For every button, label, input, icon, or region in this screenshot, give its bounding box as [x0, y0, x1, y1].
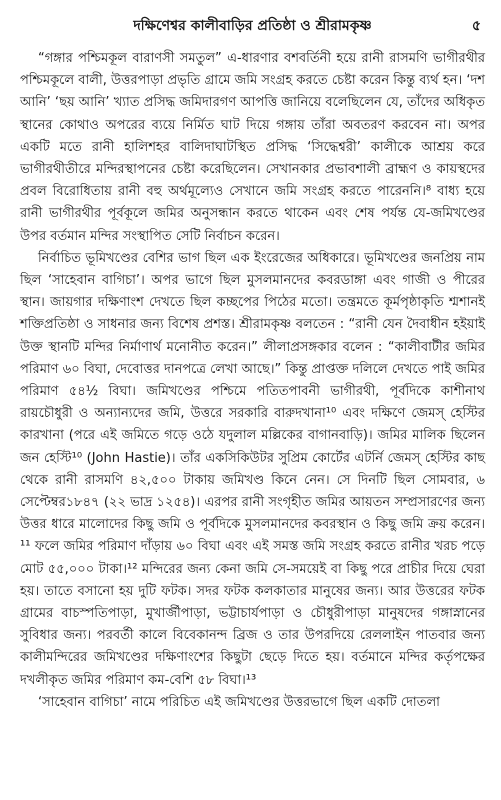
body-text	[20, 48, 485, 714]
chapter-title: দক্ষিণেশ্বর কালীবাড়ির প্রতিষ্ঠা ও শ্রীরামকৃষ্ণ	[133, 18, 372, 34]
running-head	[20, 14, 485, 38]
page-number: ৫	[471, 18, 481, 34]
paragraph-2: নির্বাচিত ভূমিখণ্ডের বেশির ভাগ ছিল এক ইংরেজের অধিকারে। ভূমিখণ্ডের জনপ্রিয় নাম ছিল ‘সাহেবান বাগিচা’। অপর ভাগে ছিল মুসলমানদের কবরডাঙ্গা এবং গাজী ও পীরের স্থান। জায়গার দক্ষিণাংশ দেখতে ছিল কচ্ছপের পিঠের মতো। তন্ত্রমতে কূর্মপৃষ্ঠাকৃতি শ্মশানই শক্তিপ্রতিষ্ঠা ও সাধনার জন্য বিশেষ প্রশস্ত। শ্রীরামকৃষ্ণ বলতেন : “রানী যেন দৈবাধীন হইয়াই উক্ত স্থানটি মন্দির নির্মাণার্থ মনোনীত করেন।” লীলাপ্রসঙ্গকার বলেন : “কালীবাটীর জমির পরিমাণ ৬০ বিঘা, দেবোত্তর দানপত্রে লেখা আছে।” কিন্তু প্রাপ্তক্ত দলিলে দেখতে পাই জমির পরিমাণ ৫৪½ বিঘা। জমিখণ্ডের পশ্চিমে পতিতপাবনী ভাগীরথী, পূর্বদিকে কাশীনাথ রায়চৌধুরী ও অন্যান্যদের জমি, উত্তরে সরকারি বারুদখানা¹⁰ এবং দক্ষিণে জেমস্ হেস্টির কারখানা (পরে এই জমিতে গড়ে ওঠে যদুলাল মল্লিকের বাগানবাড়ি)। জমির মালিক ছিলেন জন হেস্টি¹⁰ (John Hastie)। তাঁর একসিকিউটর সুপ্রিম কোর্টের এটর্নি জেমস্ হেস্টির কাছ থেকে রানী রাসমণি ৪২,৫০০ টাকায় জমিখণ্ড কিনে নেন। সে দিনটি ছিল সোমবার, ৬ সেপ্টেম্বর১৮৪৭ (২২ ভাদ্র ১২৫৪)। এরপর রানী সংগৃহীত জমির আয়তন সম্প্রসারণের জন্য উত্তর ধারে মালোদের কিছু জমি ও পূর্বদিকে মুসলমানদের কবরস্থান ও কিছু জমি ক্রয় করেন।¹¹ ফলে জমির পরিমাণ দাঁড়ায় ৬০ বিঘা এবং এই সমস্ত জমি সংগ্রহ করতে রানীর খরচ পড়ে মোট ৫৫,০০০ টাকা।¹² মন্দিরের জন্য কেনা জমি সে-সময়েই বা কিছু পরে প্রাচীর দিয়ে ঘেরা হয়। তাতে বসানো হয় দুটি ফটক। সদর ফটক কলকাতার মানুষের জন্য। আর উত্তরের ফটক গ্রামের বাচস্পতিপাড়া, মুখার্জীপাড়া, ভট্টাচার্যপাড়া ও চৌধুরীপাড়া মানুষদের গঙ্গাস্নানের সুবিধার জন্য। পরবর্তী কালে বিবেকানন্দ ব্রিজ ও তার উপরদিয়ে রেললাইন পাতবার জন্য কালীমন্দিরের জমিখণ্ডের দক্ষিণাংশের কিছুটা ছেড়ে দিতে হয়। বর্তমানে মন্দির কর্তৃপক্ষের দখলীকৃত জমির পরিমাণ কম-বেশি ৫৮ বিঘা।¹³	[20, 250, 485, 688]
paragraph-1: “গঙ্গার পশ্চিমকূল বারাণসী সমতুল” এ-ধারণার বশবর্তিনী হয়ে রানী রাসমণি ভাগীরথীর পশ্চিমকূলে বালী, উত্তরপাড়া প্রভৃতি গ্রামে জমি সংগ্রহ করতে চেষ্টা করেন কিন্তু ব্যর্থ হন। ‘দশ আনি’ ‘ছয় আনি’ খ্যাত প্রসিদ্ধ জমিদারগণ আপত্তি জানিয়ে বলেছিলেন যে, তাঁদের অধিকৃত স্থানের কোথাও অপরের ব্যয়ে নির্মিত ঘাট দিয়ে গঙ্গায় তাঁরা অবতরণ করবেন না। অপর একটি মতে রানী হালিশহর বালিদাঘাটস্থিত প্রসিদ্ধ ‘সিদ্ধেশ্বরী’ কালীকে আশ্রয় করে ভাগীরথীতীরে মন্দিরস্থাপনের চেষ্টা করেছিলেন। সেখানকার প্রভাবশালী ব্রাহ্মণ ও কায়স্থদের প্রবল বিরোধিতায় রানী বহু অর্থমূল্যেও সেখানে জমি সংগ্রহ করতে পারেননি।⁸ বাধ্য হয়ে রানী ভাগীরথীর পূর্বকূলে জমির অনুসন্ধান করতে থাকেন এবং শেষ পর্যন্ত যে-জমিখণ্ডের উপর বর্তমান মন্দির সংস্থাপিত সেটি নির্বাচন করেন।	[20, 51, 485, 244]
paragraph-3: ‘সাহেবান বাগিচা’ নামে পরিচিত এই জমিখণ্ডের উত্তরভাগে ছিল একটি দোতলা	[38, 694, 440, 710]
